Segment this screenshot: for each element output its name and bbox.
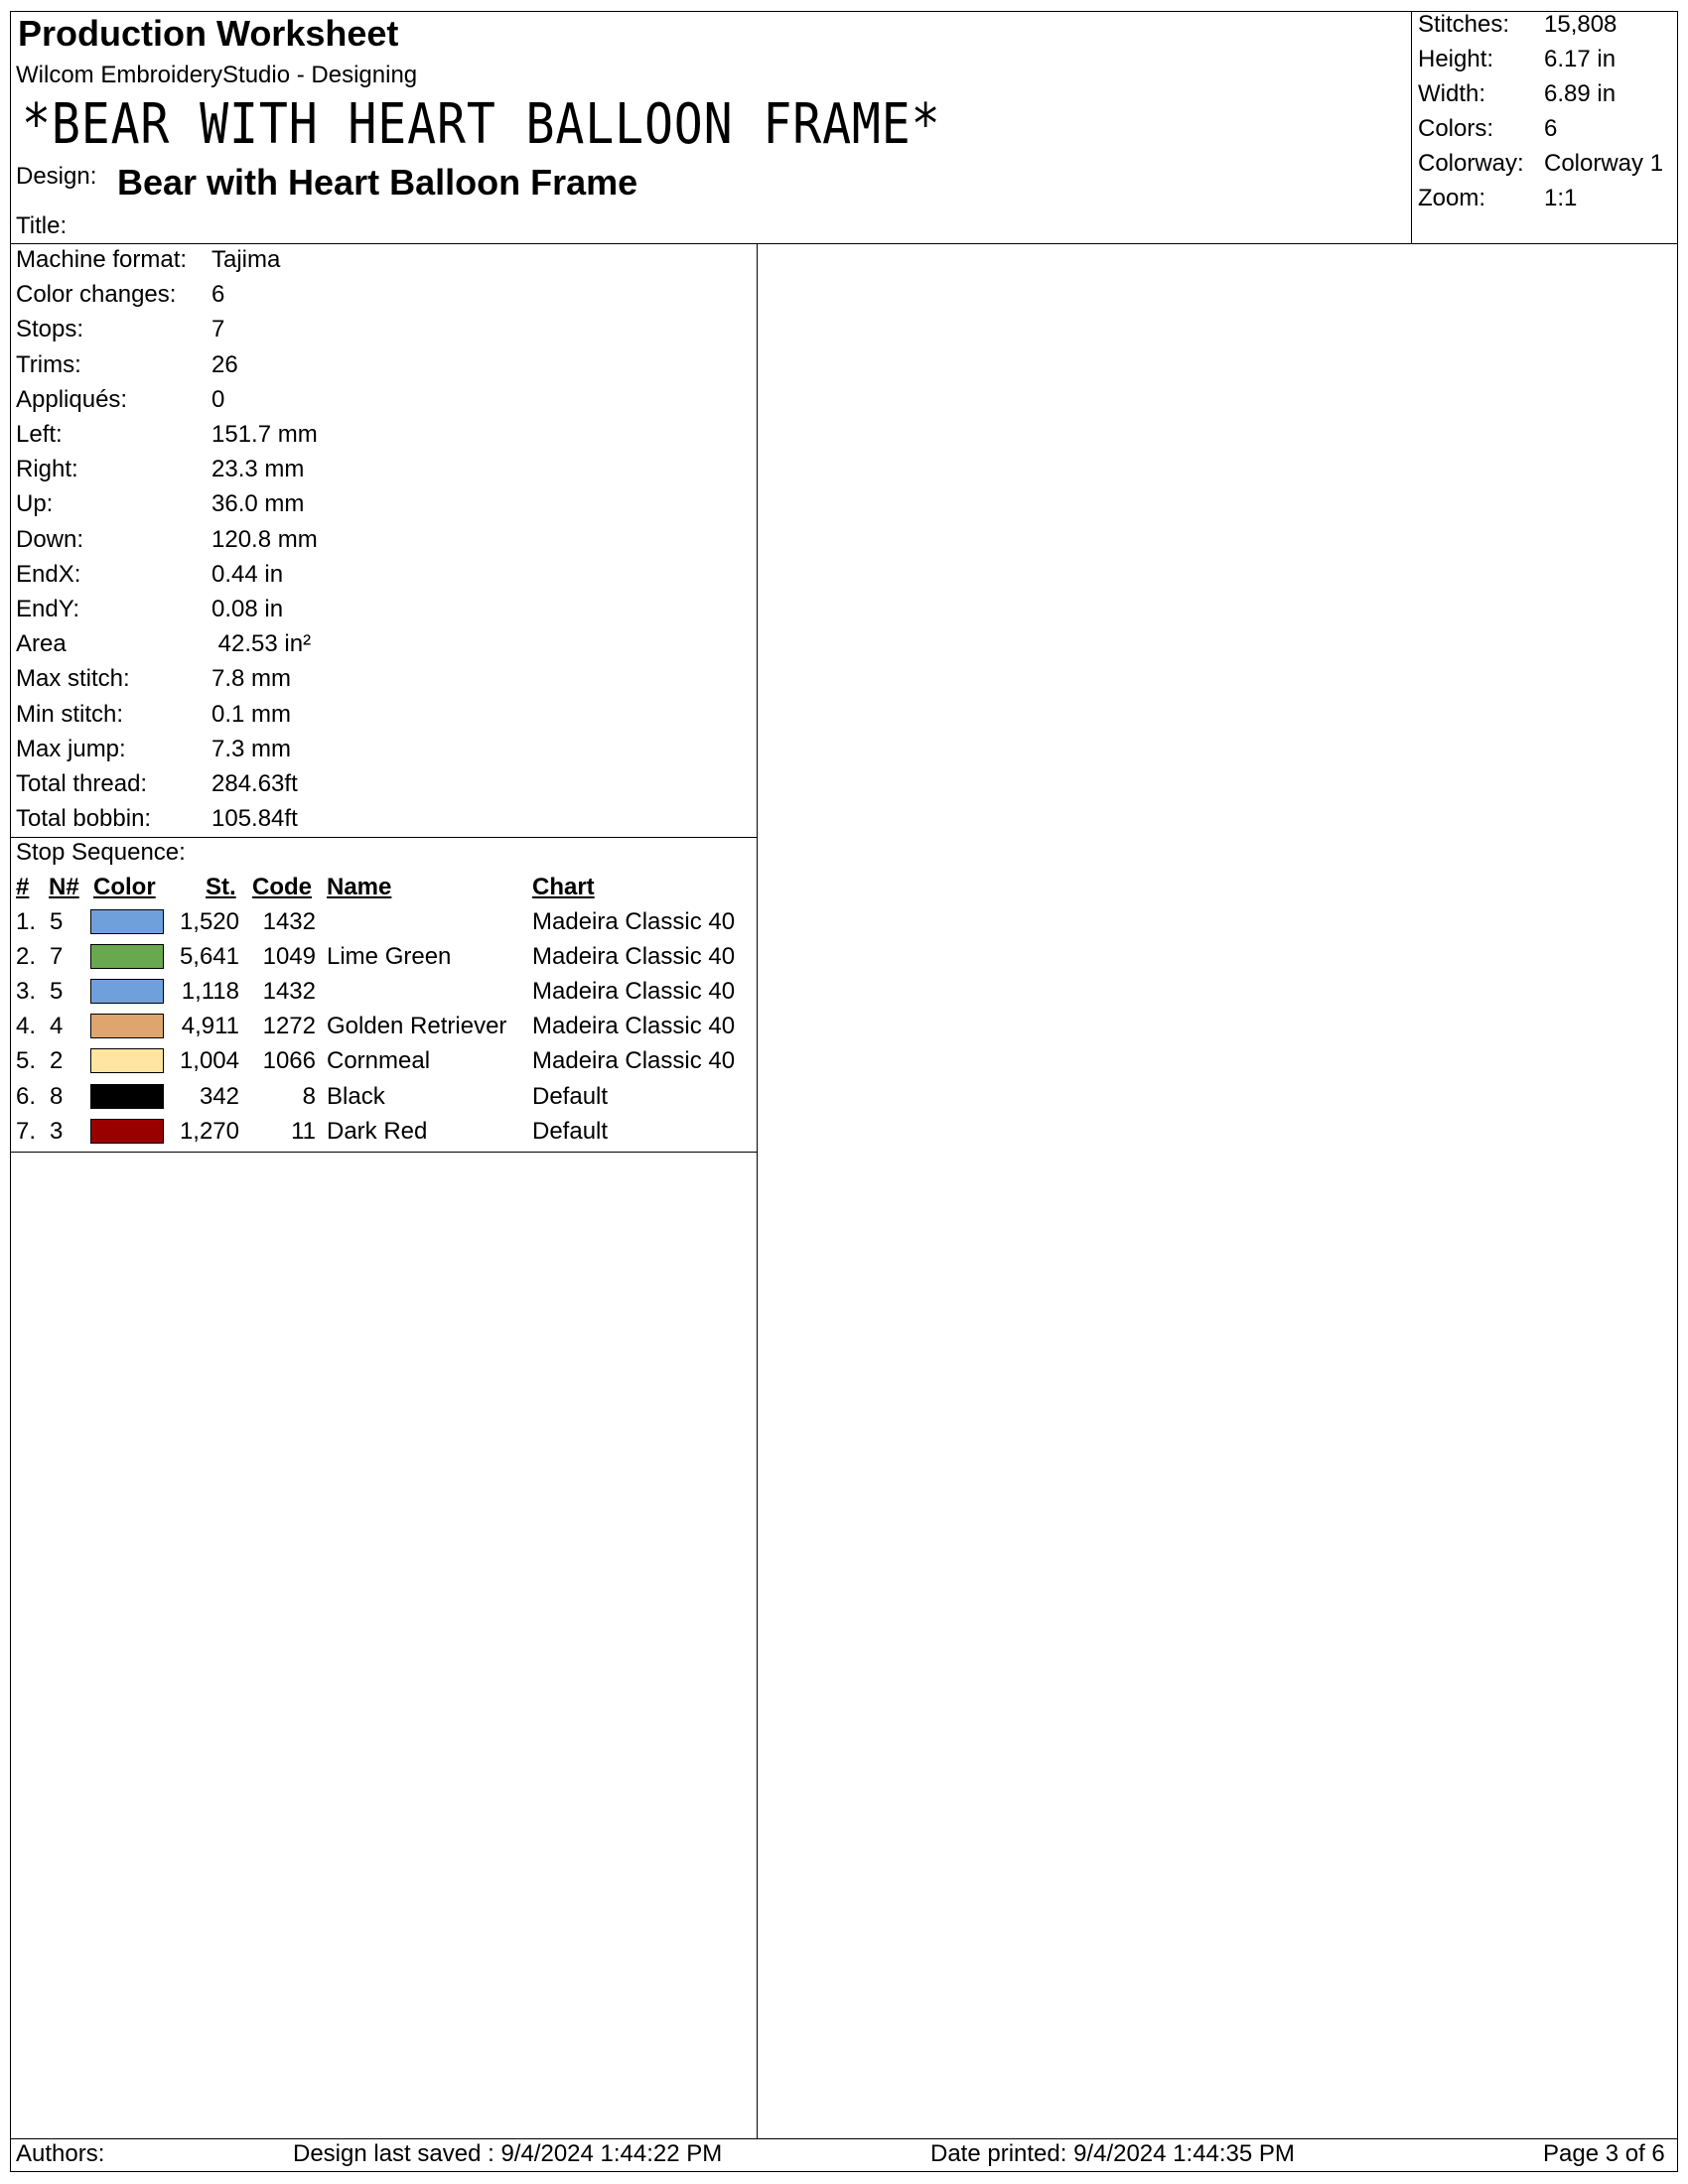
- summary-value: Colorway 1: [1544, 150, 1664, 177]
- stop-number: 6.: [16, 1082, 37, 1110]
- stat-value: 6: [211, 281, 225, 309]
- needle-number: 3: [50, 1117, 64, 1145]
- stitch-count: 4,911: [181, 1013, 239, 1040]
- thread-chart: Madeira Classic 40: [532, 943, 736, 971]
- stitch-count: 1,270: [179, 1117, 239, 1145]
- stat-label: Down:: [16, 525, 84, 553]
- stat-label: Appliqués:: [16, 385, 128, 413]
- stat-value: 7: [211, 316, 225, 343]
- title-label: Title:: [16, 212, 68, 239]
- stop-number: 1.: [16, 908, 37, 935]
- page-title: Production Worksheet: [18, 13, 399, 54]
- needle-number: 4: [50, 1013, 64, 1040]
- stat-value: 120.8 mm: [211, 525, 318, 553]
- stat-label: Color changes:: [16, 281, 177, 309]
- thread-chart: Default: [532, 1117, 609, 1145]
- stop-number: 7.: [16, 1117, 37, 1145]
- thread-name: Dark Red: [327, 1117, 428, 1145]
- stop-number: 5.: [16, 1047, 37, 1075]
- footer-divider: [10, 2138, 1678, 2139]
- stat-label: Left:: [16, 421, 63, 448]
- stitch-count: 1,004: [179, 1047, 239, 1075]
- thread-code: 1066: [262, 1047, 316, 1075]
- stats-divider: [10, 837, 758, 838]
- stat-label: EndY:: [16, 596, 80, 622]
- header-color: Color: [93, 874, 156, 900]
- header-chart: Chart: [532, 874, 595, 900]
- thread-code: 11: [291, 1117, 316, 1145]
- needle-number: 5: [50, 908, 64, 935]
- table-divider: [10, 1152, 758, 1153]
- summary-value: 6: [1544, 115, 1558, 142]
- footer-authors: Authors:: [16, 2140, 105, 2167]
- stat-label: Max stitch:: [16, 665, 130, 693]
- thread-chart: Madeira Classic 40: [532, 1013, 736, 1040]
- stitch-count: 342: [199, 1082, 239, 1110]
- stitch-count: 1,118: [181, 978, 239, 1006]
- stat-value: 36.0 mm: [211, 490, 305, 518]
- thread-chart: Madeira Classic 40: [532, 1047, 736, 1075]
- summary-label: Colors:: [1418, 115, 1494, 142]
- thread-code: 1049: [262, 943, 316, 971]
- design-label: Design:: [16, 163, 97, 190]
- stat-label: Max jump:: [16, 735, 126, 762]
- header-num: #: [16, 874, 30, 900]
- stat-value: 42.53 in²: [211, 630, 312, 658]
- stat-value: 26: [211, 350, 238, 378]
- stat-value: 7.8 mm: [211, 665, 292, 693]
- stat-label: Total bobbin:: [16, 805, 152, 833]
- stat-label: Trims:: [16, 350, 81, 378]
- design-name: Bear with Heart Balloon Frame: [117, 162, 638, 203]
- thread-code: 1432: [262, 978, 316, 1006]
- stat-value: 0.44 in: [211, 560, 284, 588]
- summary-label: Height:: [1418, 46, 1494, 72]
- stat-value: Tajima: [211, 246, 281, 273]
- software-name: Wilcom EmbroideryStudio - Designing: [16, 62, 418, 88]
- stat-value: 0.08 in: [211, 596, 284, 622]
- needle-number: 2: [50, 1047, 64, 1075]
- stop-number: 3.: [16, 978, 37, 1006]
- thread-name: Golden Retriever: [327, 1013, 507, 1040]
- footer-page-number: Page 3 of 6: [1543, 2140, 1665, 2167]
- header-needle: N#: [49, 874, 79, 900]
- summary-value: 6.89 in: [1544, 80, 1617, 107]
- summary-label: Stitches:: [1418, 11, 1510, 38]
- thread-chart: Madeira Classic 40: [532, 908, 736, 935]
- thread-name: Lime Green: [327, 943, 452, 971]
- stat-value: 105.84ft: [211, 805, 298, 833]
- stat-label: Up:: [16, 490, 54, 518]
- panel-divider: [757, 243, 758, 2139]
- thread-code: 1272: [262, 1013, 316, 1040]
- stat-value: 151.7 mm: [211, 421, 318, 448]
- thread-name: Cornmeal: [327, 1047, 431, 1075]
- summary-label: Zoom:: [1418, 185, 1486, 211]
- thread-code: 1432: [262, 908, 316, 935]
- stat-value: 0.1 mm: [211, 700, 292, 728]
- stitch-count: 5,641: [179, 943, 239, 971]
- thread-code: 8: [302, 1082, 316, 1110]
- header-stitches: St.: [206, 874, 236, 900]
- summary-label: Width:: [1418, 80, 1486, 107]
- summary-value: 6.17 in: [1544, 46, 1617, 72]
- stat-value: 7.3 mm: [211, 735, 292, 762]
- stat-value: 0: [211, 385, 225, 413]
- stat-value: 284.63ft: [211, 770, 298, 797]
- thread-chart: Default: [532, 1082, 609, 1110]
- header-name: Name: [327, 874, 392, 900]
- thread-name: Black: [327, 1082, 385, 1110]
- needle-number: 8: [50, 1082, 64, 1110]
- stat-label: Stops:: [16, 316, 84, 343]
- needle-number: 7: [50, 943, 64, 971]
- summary-value: 15,808: [1544, 11, 1618, 38]
- stat-label: Min stitch:: [16, 700, 124, 728]
- header-divider: [10, 243, 1678, 244]
- header-code: Code: [252, 874, 312, 900]
- summary-divider: [1411, 11, 1412, 244]
- summary-label: Colorway:: [1418, 150, 1524, 177]
- stitch-count: 1,520: [179, 908, 239, 935]
- design-banner: *BEAR WITH HEART BALLOON FRAME*: [22, 92, 941, 157]
- stop-sequence-label: Stop Sequence:: [16, 839, 186, 866]
- stat-label: Total thread:: [16, 770, 148, 797]
- stat-label: Right:: [16, 456, 78, 483]
- footer-last-saved: Design last saved : 9/4/2024 1:44:22 PM: [293, 2140, 723, 2167]
- needle-number: 5: [50, 978, 64, 1006]
- summary-value: 1:1: [1544, 185, 1578, 211]
- stat-label: EndX:: [16, 560, 81, 588]
- stop-number: 4.: [16, 1013, 37, 1040]
- stat-label: Area: [16, 630, 67, 658]
- thread-chart: Madeira Classic 40: [532, 978, 736, 1006]
- stop-number: 2.: [16, 943, 37, 971]
- stat-value: 23.3 mm: [211, 456, 305, 483]
- stat-label: Machine format:: [16, 246, 188, 273]
- footer-date-printed: Date printed: 9/4/2024 1:44:35 PM: [930, 2140, 1295, 2167]
